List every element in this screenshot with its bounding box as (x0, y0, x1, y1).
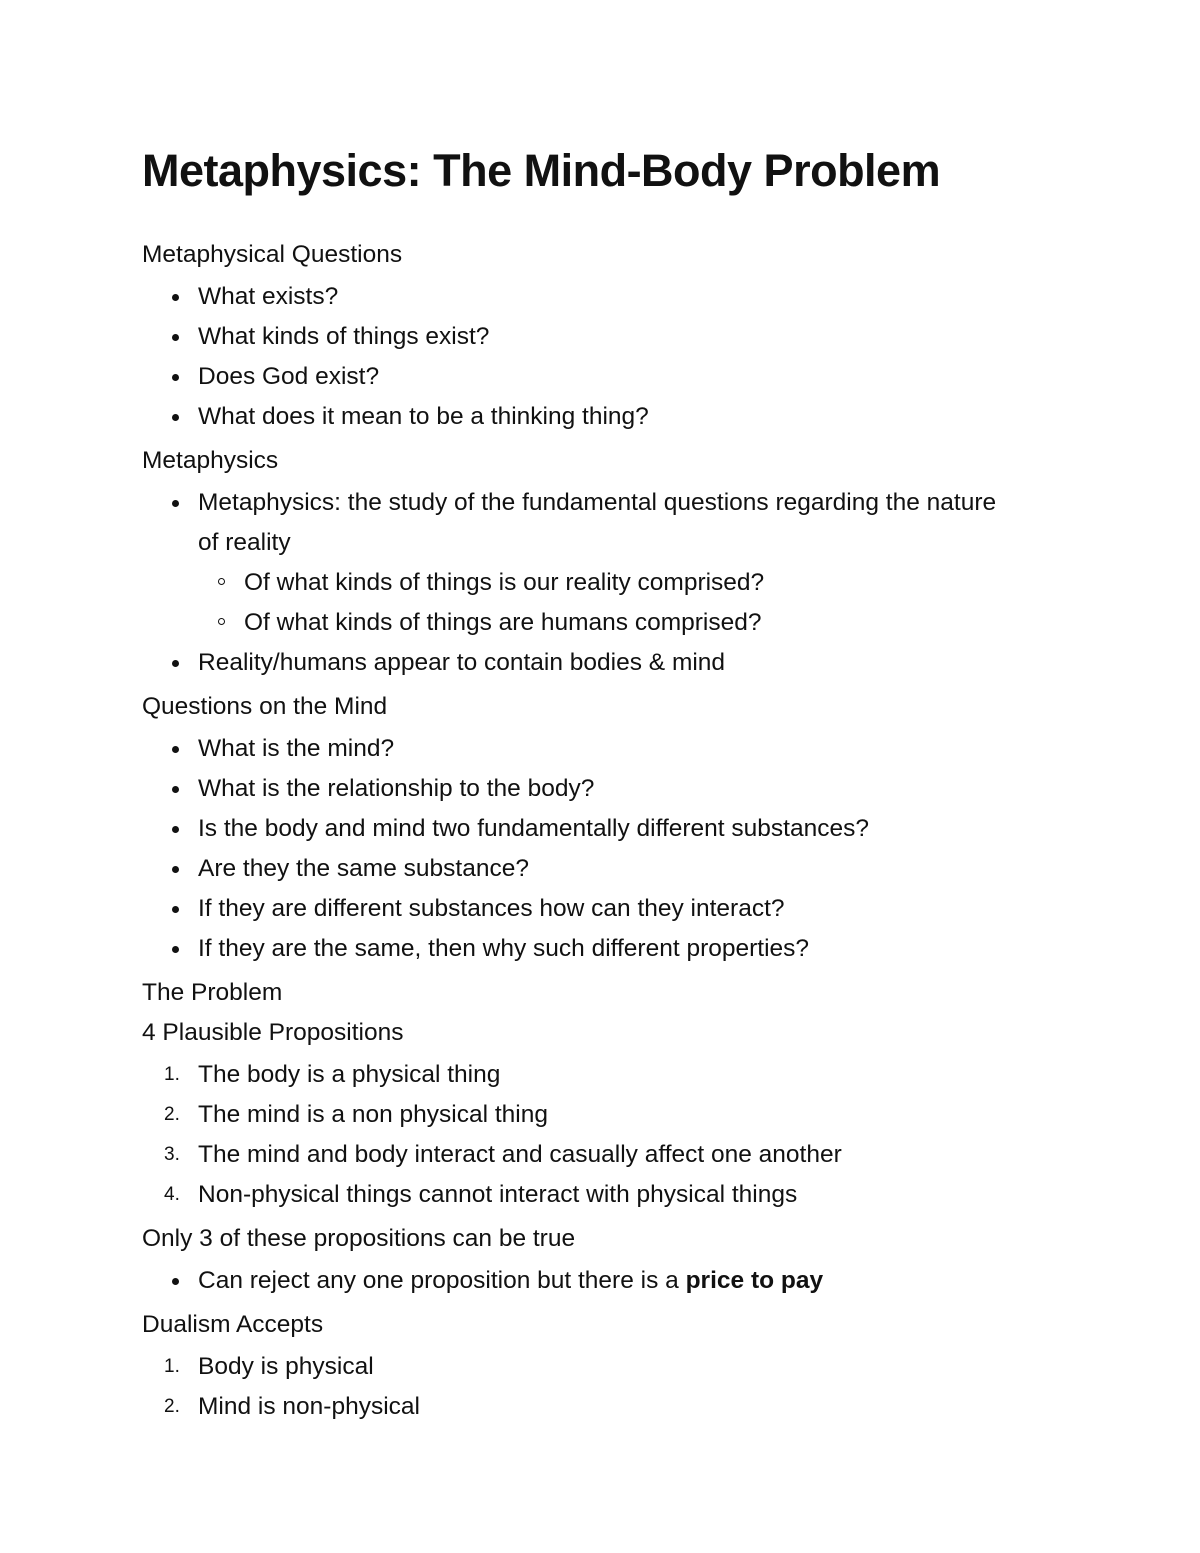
list-item (142, 1347, 1022, 1387)
sub-list-item: Of what kinds of things is our reality comprised? (198, 563, 1022, 603)
list-number: 4. (164, 1184, 180, 1205)
list-item-text: The mind is a non physical thing (198, 1101, 548, 1128)
bullet-list (142, 277, 1022, 437)
list-item (142, 1135, 1022, 1175)
list-item: What is the relationship to the body? (142, 769, 1022, 809)
list-item: What kinds of things exist? (142, 317, 1022, 357)
section-heading: Metaphysics (142, 447, 279, 474)
numbered-list (142, 1055, 1022, 1215)
bullet-list (142, 1261, 1022, 1301)
list-item (142, 1387, 1022, 1427)
list-item-text: Mind is non-physical (198, 1393, 420, 1420)
list-number: 1. (164, 1356, 180, 1377)
list-item: Is the body and mind two fundamentally different substances? (142, 809, 1022, 849)
emphasis-text: price to pay (685, 1267, 824, 1294)
document-page (142, 143, 1022, 1431)
sub-bullet-list (198, 563, 1022, 643)
list-item-text: Body is physical (198, 1353, 374, 1380)
list-item: If they are different substances how can they interact? (142, 889, 1022, 929)
list-item-text: The mind and body interact and casually affect one another (198, 1141, 842, 1168)
bullet-list (142, 483, 1022, 683)
section-heading: Dualism Accepts (142, 1311, 324, 1338)
list-item-text: Metaphysics: the study of the fundamental questions regarding the nature of reality (198, 489, 997, 556)
list-item-text: The body is a physical thing (198, 1061, 501, 1088)
section-heading: The Problem (142, 979, 283, 1006)
list-item: Reality/humans appear to contain bodies & mind (142, 643, 1022, 683)
list-item-text: Non-physical things cannot interact with physical things (198, 1181, 798, 1208)
page-title: Metaphysics: The Mind-Body Problem (142, 145, 941, 196)
list-number: 1. (164, 1064, 180, 1085)
list-item: What is the mind? (142, 729, 1022, 769)
list-item (142, 1261, 1022, 1301)
section-heading: Metaphysical Questions (142, 241, 403, 268)
section-heading: Questions on the Mind (142, 693, 388, 720)
section-heading: 4 Plausible Propositions (142, 1019, 404, 1046)
list-number: 2. (164, 1396, 180, 1417)
bullet-list (142, 729, 1022, 969)
list-item (142, 483, 1022, 643)
list-item: Does God exist? (142, 357, 1022, 397)
list-item (142, 1095, 1022, 1135)
section-heading: Only 3 of these propositions can be true (142, 1225, 576, 1252)
list-item: What exists? (142, 277, 1022, 317)
list-item: What does it mean to be a thinking thing? (142, 397, 1022, 437)
list-item: Are they the same substance? (142, 849, 1022, 889)
numbered-list (142, 1347, 1022, 1427)
list-item (142, 1175, 1022, 1215)
list-number: 3. (164, 1144, 180, 1165)
list-number: 2. (164, 1104, 180, 1125)
list-item: If they are the same, then why such different properties? (142, 929, 1022, 969)
list-item (142, 1055, 1022, 1095)
list-item-text: Can reject any one proposition but there is a (198, 1267, 686, 1294)
sub-list-item: Of what kinds of things are humans comprised? (198, 603, 1022, 643)
